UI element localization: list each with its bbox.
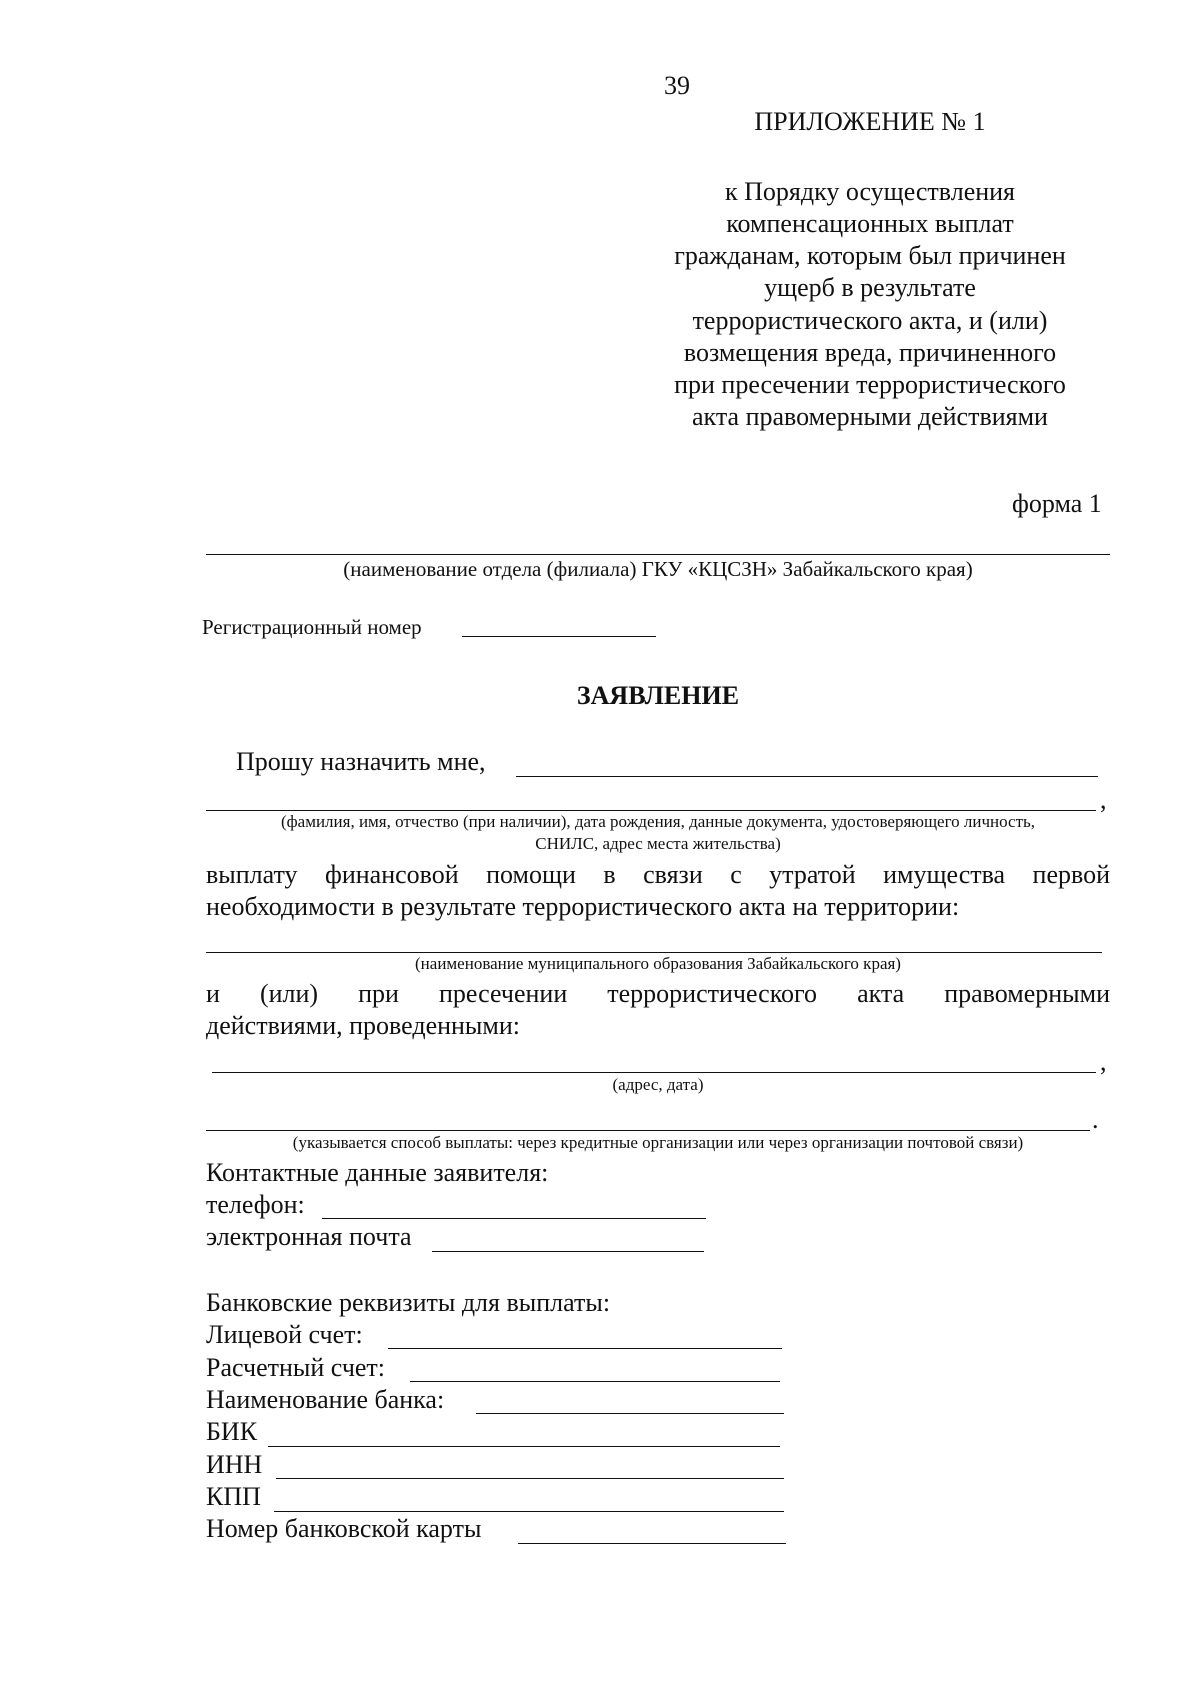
card-number-field-line[interactable] — [518, 1543, 786, 1544]
address-caption: (адрес, дата) — [612, 1075, 704, 1094]
bik-label: БИК — [206, 1417, 258, 1446]
registration-label: Регистрационный номер — [202, 615, 422, 639]
appendix-line: ущерб в результате — [764, 273, 976, 302]
suppression-text-line-1: и (или) при пресечении террористического акта правомерными — [206, 979, 1110, 1008]
page-number: 39 — [664, 71, 690, 100]
payment-text-line-1: выплату финансовой помощи в связи с утратой имущества первой — [206, 860, 1110, 889]
inn-field-line[interactable] — [276, 1478, 784, 1479]
phone-label: телефон: — [206, 1190, 305, 1219]
bank-name-field-line[interactable] — [476, 1413, 784, 1414]
form-title: ЗАЯВЛЕНИЕ — [576, 681, 740, 710]
settlement-account-field-line[interactable] — [410, 1381, 780, 1382]
person-caption-line-1: (фамилия, имя, отчество (при наличии), дата рождения, данные документа, удостоверяющего личность, — [280, 812, 1036, 831]
appendix-line: к Порядку осуществления — [724, 177, 1016, 206]
kpp-label: КПП — [206, 1482, 261, 1511]
person-caption-line-2: СНИЛС, адрес места жительства) — [535, 834, 781, 853]
payment-text-line-2: необходимости в результате террористического акта на территории: — [206, 892, 960, 921]
appendix-heading: ПРИЛОЖЕНИЕ № 1 — [754, 107, 986, 136]
payment-method-caption: (указывается способ выплаты: через кредитные организации или через организации почтовой связи) — [292, 1133, 1024, 1152]
bank-heading: Банковские реквизиты для выплаты: — [206, 1288, 611, 1317]
municipality-caption: (наименование муниципального образования Забайкальского края) — [415, 954, 901, 973]
email-field-line[interactable] — [432, 1251, 704, 1252]
payment-method-field-line[interactable] — [206, 1130, 1090, 1131]
appendix-line: акта правомерными действиями — [692, 402, 1048, 431]
appendix-line: возмещения вреда, причиненного — [683, 338, 1057, 367]
bik-field-line[interactable] — [268, 1446, 780, 1447]
email-label: электронная почта — [206, 1222, 412, 1251]
personal-account-label: Лицевой счет: — [206, 1320, 363, 1349]
inn-label: ИНН — [206, 1450, 263, 1479]
suppression-text-line-2: действиями, проведенными: — [206, 1011, 520, 1040]
appendix-line: при пресечении террористического — [674, 370, 1066, 399]
kpp-field-line[interactable] — [274, 1511, 784, 1512]
contacts-heading: Контактные данные заявителя: — [206, 1158, 549, 1187]
comma-mark: , — [1100, 785, 1107, 814]
appendix-line: гражданам, которым был причинен — [674, 241, 1066, 270]
form-label: форма 1 — [1012, 489, 1102, 518]
registration-number-line[interactable] — [462, 636, 656, 637]
period-mark: . — [1092, 1105, 1099, 1134]
department-caption: (наименование отдела (филиала) ГКУ «КЦСЗН» Забайкальского края) — [343, 557, 973, 581]
card-number-label: Номер банковской карты — [206, 1514, 482, 1543]
address-date-field-line[interactable] — [212, 1072, 1096, 1073]
phone-field-line[interactable] — [322, 1218, 706, 1219]
appendix-line: компенсационных выплат — [726, 209, 1014, 238]
applicant-field-line-1[interactable] — [516, 776, 1098, 777]
department-field-line[interactable] — [206, 554, 1110, 555]
settlement-account-label: Расчетный счет: — [206, 1353, 386, 1382]
personal-account-field-line[interactable] — [388, 1348, 782, 1349]
appendix-line: террористического акта, и (или) — [692, 306, 1048, 335]
bank-name-label: Наименование банка: — [206, 1385, 445, 1414]
request-intro: Прошу назначить мне, — [236, 747, 486, 776]
comma-mark: , — [1100, 1047, 1107, 1076]
